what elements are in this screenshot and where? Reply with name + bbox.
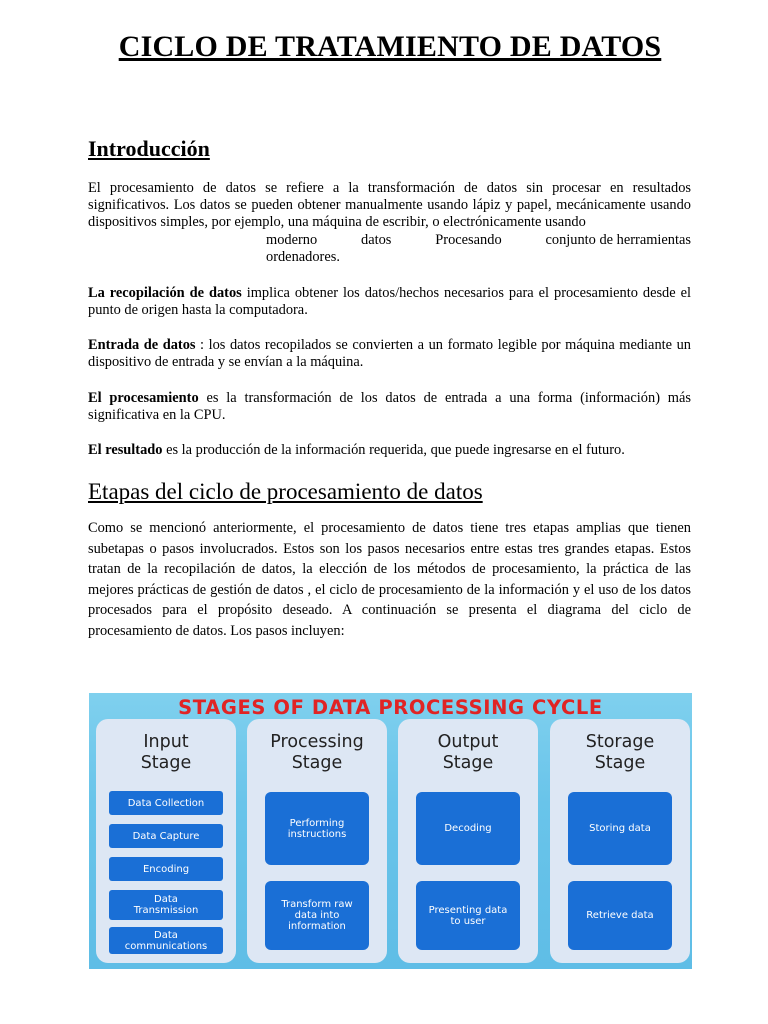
stage-title: Processing Stage — [270, 732, 364, 773]
stage-step-box — [109, 791, 223, 815]
stage-title: Storage Stage — [585, 732, 655, 773]
document-title: CICLO DE TRATAMIENTO DE DATOS — [118, 30, 662, 63]
stage-step-label: Decoding — [444, 823, 492, 834]
stage-step-label: Data Collection — [127, 797, 205, 809]
stage-step-label: Encoding — [142, 863, 190, 875]
data-processing-cycle-diagram — [89, 693, 692, 969]
stage-step-label: Storing data — [589, 823, 651, 834]
stage-step-label: Presenting data to user — [428, 904, 508, 927]
intro-paragraph-resultado — [88, 442, 691, 459]
word: moderno — [266, 232, 318, 248]
bold-term: Entrada de datos — [88, 337, 196, 353]
word: conjunto de herramientas — [545, 232, 691, 248]
intro-paragraph-recopilacion — [88, 285, 691, 319]
stage-step-label: Data communications — [124, 929, 208, 952]
stage-step-label: Transform raw data into information — [281, 899, 353, 932]
stage-step-box — [265, 881, 369, 950]
etapas-paragraph: Como se mencionó anteriormente, el procesamiento de datos tiene tres etapas amplias que tienen subetapas o pasos involucrados. Estos son los pasos necesarios entre estas tres grandes etapas. Estos tratan de la recopilación de datos, la elección de los métodos de procesamiento, la práctica de las mejores prácticas de gestión de datos , el ciclo de procesamiento de la información y el uso de los datos procesados para el propósito deseado. A continuación se presenta el diagrama del ciclo de procesamiento de datos. Los pasos incluyen: — [88, 520, 691, 639]
stage-step-box — [416, 792, 520, 865]
stage-step-label: Retrieve data — [586, 910, 654, 921]
intro-heading: Introducción — [88, 136, 210, 161]
stage-step-label: Data Capture — [132, 830, 200, 842]
stage-step-label: Data Transmission — [133, 894, 199, 916]
paragraph-text: es la transformación de los datos de entrada a una forma (información) más significativa en la CPU. — [88, 390, 691, 424]
paragraph-text: : los datos recopilados se convierten a un formato legible por máquina mediante un dispositivo de entrada y se envían a la máquina. — [88, 337, 691, 371]
stage-step-box — [109, 927, 223, 954]
intro-paragraph-entrada — [88, 337, 691, 371]
stage-step-box — [416, 881, 520, 950]
stage-step-box — [109, 890, 223, 920]
stage-column-3 — [398, 719, 538, 963]
continuation-words — [266, 232, 691, 249]
intro-paragraph-1-continuation — [266, 232, 691, 266]
stage-column-1 — [96, 719, 236, 963]
stage-title: Output Stage — [437, 732, 499, 773]
diagram-title: STAGES OF DATA PROCESSING CYCLE — [178, 696, 603, 719]
bold-term: El procesamiento — [88, 390, 199, 406]
stage-title: Input Stage — [140, 732, 192, 773]
word: Procesando — [435, 232, 502, 248]
stage-step-box — [265, 792, 369, 865]
paragraph-text: implica obtener los datos/hechos necesarios para el procesamiento desde el punto de origen hasta la computadora. — [88, 285, 691, 319]
continuation-line-2: ordenadores. — [266, 249, 340, 266]
bold-term: La recopilación de datos — [88, 285, 242, 301]
stage-step-box — [109, 824, 223, 848]
stage-column-2 — [247, 719, 387, 963]
stage-column-4 — [550, 719, 690, 963]
stage-step-box — [109, 857, 223, 881]
etapas-heading: Etapas del ciclo de procesamiento de datos — [88, 479, 483, 504]
stage-step-label: Performing instructions — [287, 817, 347, 840]
stage-step-box — [568, 792, 672, 865]
intro-paragraph-procesamiento — [88, 390, 691, 424]
paragraph-text: es la producción de la información requerida, que puede ingresarse en el futuro. — [162, 442, 625, 458]
stage-step-box — [568, 881, 672, 950]
bold-term: El resultado — [88, 442, 163, 458]
intro-paragraph-1: El procesamiento de datos se refiere a la transformación de datos sin procesar en resultados significativos. Los datos se pueden obtener manualmente usando lápiz y papel, mecánicamente usando dispositivos simples, por ejemplo, una máquina de escribir, o electrónicamente usando — [88, 180, 691, 231]
word: datos — [361, 232, 392, 248]
